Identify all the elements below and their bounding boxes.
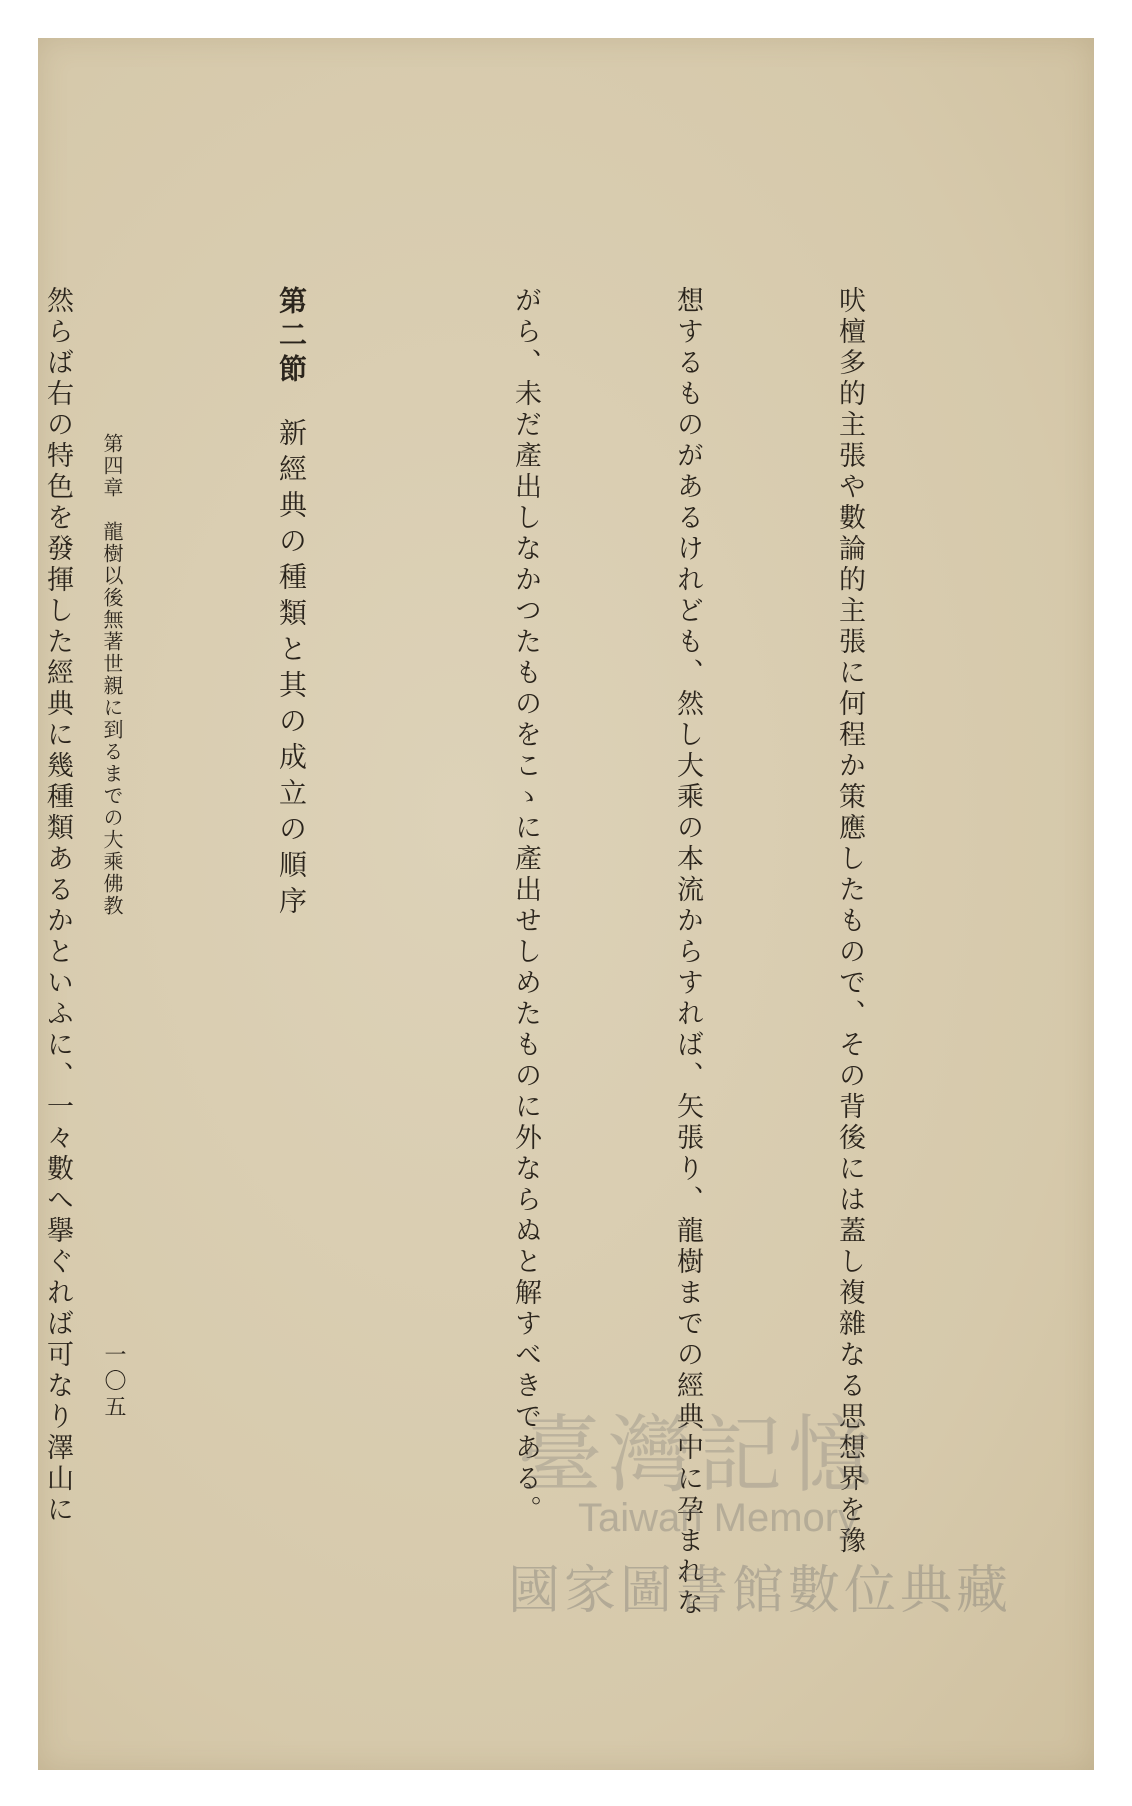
book-page	[38, 38, 1094, 1770]
watermark-chinese: 國家圖書館數位典藏	[508, 1561, 1013, 1621]
section-heading	[264, 286, 318, 1666]
running-footer-chapter: 第四章 龍樹以後無著世親に到るまでの大乘佛教	[100, 433, 124, 917]
watermark-logo: 臺灣記憶	[518, 1406, 879, 1504]
section-number: 第二節	[275, 286, 308, 388]
text-line: がら、未だ產出しなかつたものをこゝに產出せしめたものに外ならぬと解すべきである。	[510, 286, 541, 1526]
watermark	[508, 1388, 1068, 1621]
text-line: 想するものがあるけれども、然し大乘の本流からすれば、矢張り、龍樹までの經典中に孕まれな	[672, 286, 703, 1619]
page-number: 一〇五	[101, 1343, 126, 1421]
watermark-english: Taiwan Memory	[578, 1496, 859, 1540]
text-line: 吠檀多的主張や數論的主張に何程か策應したもので、その背後には蓋し複雜なる思想界を豫	[834, 286, 865, 1557]
text-line: 然らば右の特色を發揮した經典に幾種類あるかといふに、一々數へ擧ぐれば可なり澤山に	[42, 286, 73, 1526]
section-title: 新經典の種類と其の成立の順序	[275, 418, 308, 922]
